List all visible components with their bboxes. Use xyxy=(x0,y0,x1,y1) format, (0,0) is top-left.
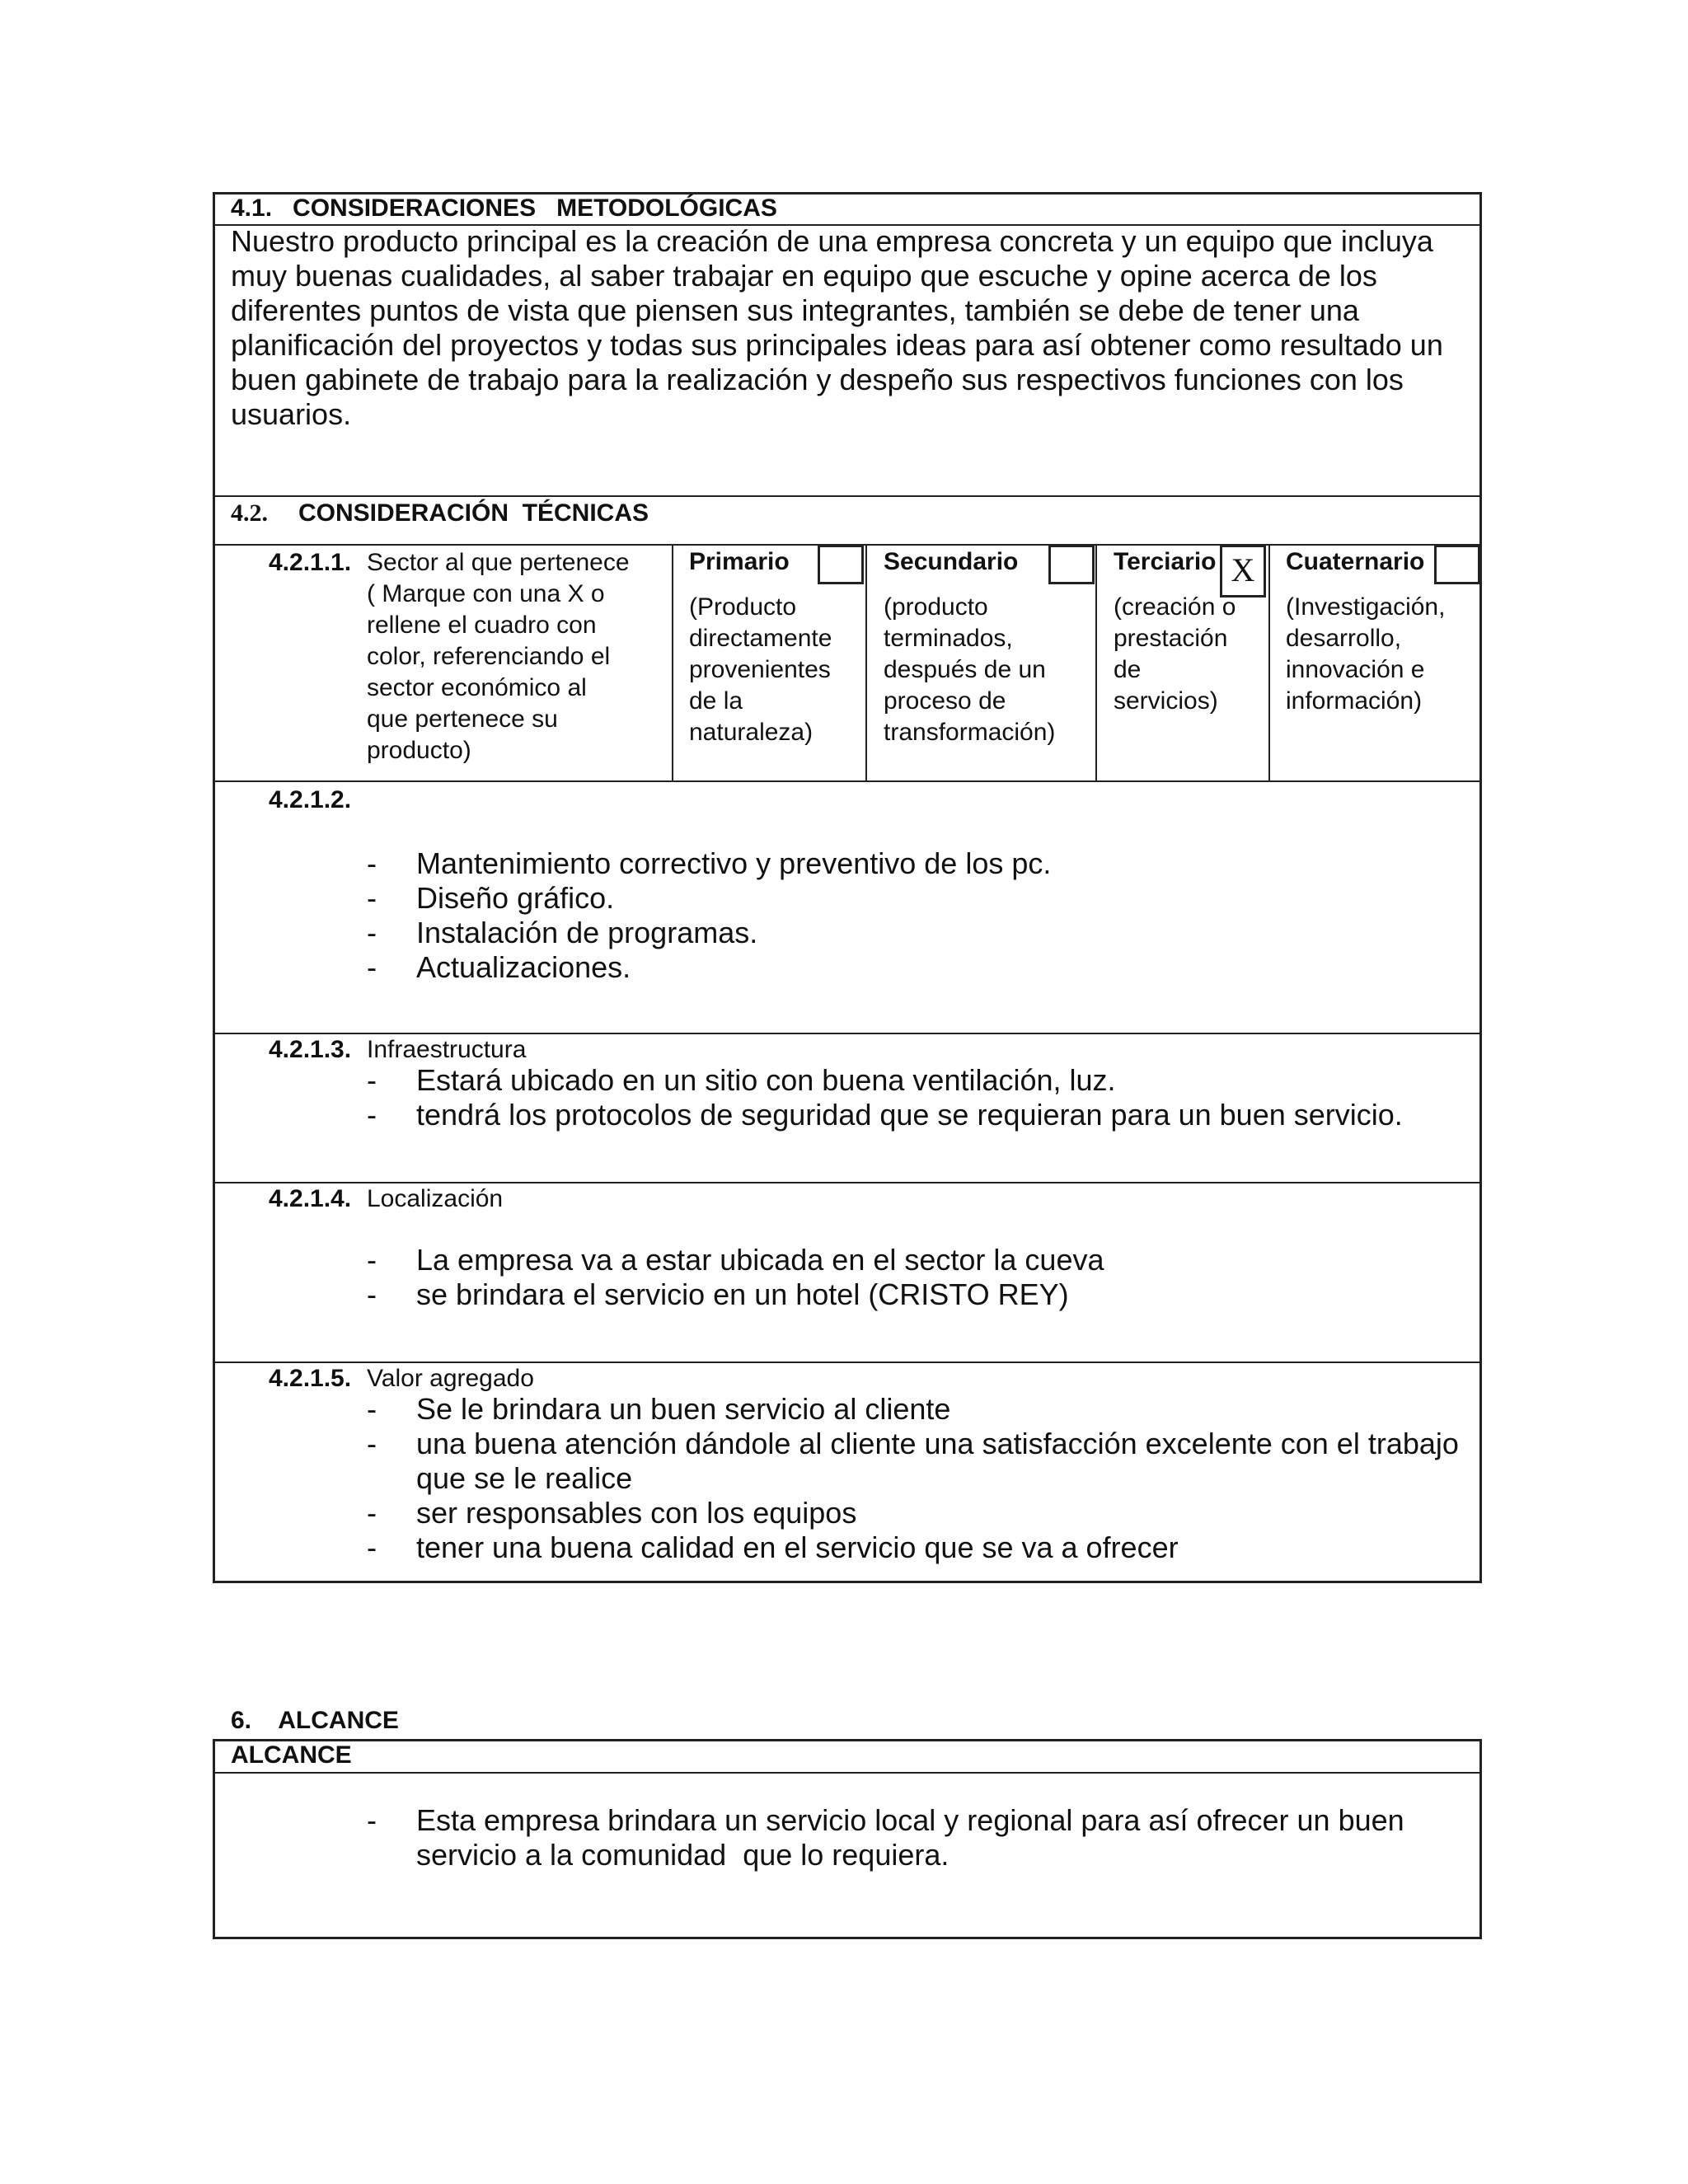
section-title-valor-agregado: Valor agregado xyxy=(367,1365,534,1392)
dash: - xyxy=(367,916,377,949)
option-desc-secundario xyxy=(884,592,1055,748)
list-item-text: Estará ubicado en un sitio con buena ventilación, luz. xyxy=(416,1063,1116,1097)
description-line: Sector al que pertenece xyxy=(367,549,630,576)
list-item-text: tendrá los protocolos de seguridad que se requieran para un buen servicio. xyxy=(416,1098,1403,1132)
divider xyxy=(865,544,867,780)
list-item-continuation xyxy=(367,1838,1463,1872)
section-number-4-2: 4.2. xyxy=(231,499,268,527)
divider xyxy=(213,780,1482,782)
paragraph-line: planificación del proyectos y todas sus principales ideas para así obtener como resultado un xyxy=(231,328,1443,362)
desc-line: directamente xyxy=(689,625,832,652)
description-line: que pertenece su xyxy=(367,705,558,733)
paragraph-line: diferentes puntos de vista que piensen sus integrantes, también se debe de tener una xyxy=(231,293,1359,327)
list-item xyxy=(367,846,1463,881)
list-item-text: Diseño gráfico. xyxy=(416,881,615,915)
scope-list xyxy=(367,1803,1463,1872)
option-desc-terciario xyxy=(1114,592,1236,717)
description-line: rellene el cuadro con xyxy=(367,612,597,639)
checkbox-cuaternario[interactable] xyxy=(1434,545,1480,584)
section-heading-6: 6. ALCANCE xyxy=(231,1707,399,1734)
list-item xyxy=(367,1427,1471,1461)
option-label-primario: Primario xyxy=(689,548,790,575)
list-item-text: ser responsables con los equipos xyxy=(416,1496,857,1530)
divider xyxy=(1268,544,1270,780)
divider xyxy=(1095,544,1097,780)
desc-line: prestación xyxy=(1114,625,1228,652)
paragraph-line: Nuestro producto principal es la creación de una empresa concreta y un equipo que incluya xyxy=(231,224,1433,258)
checkbox-secundario[interactable] xyxy=(1048,545,1095,584)
services-list xyxy=(367,846,1463,985)
sector-description xyxy=(367,547,630,766)
desc-line: transformación) xyxy=(884,719,1056,746)
section-title-4-2: CONSIDERACIÓN TÉCNICAS xyxy=(298,499,649,527)
list-item-text: La empresa va a estar ubicada en el sector la cueva xyxy=(416,1243,1104,1277)
dash: - xyxy=(367,1530,377,1564)
dash: - xyxy=(367,881,377,915)
list-item-text: Actualizaciones. xyxy=(416,950,631,984)
section-title-4-1: 4.1. CONSIDERACIONES METODOLÓGICAS xyxy=(231,194,777,222)
list-item xyxy=(367,916,1463,950)
option-label-cuaternario: Cuaternario xyxy=(1286,548,1425,575)
desc-line: servicios) xyxy=(1114,687,1218,715)
dash: - xyxy=(367,950,377,984)
dash: - xyxy=(367,1427,377,1460)
desc-line: innovación e xyxy=(1286,656,1425,683)
dash: - xyxy=(367,1392,377,1426)
list-item-text: Esta empresa brindara un servicio local y regional para así ofrecer un buen xyxy=(416,1803,1404,1837)
desc-line: de xyxy=(1114,656,1142,683)
description-line: ( Marque con una X o xyxy=(367,580,605,607)
desc-line: (creación o xyxy=(1114,593,1236,621)
description-line: sector económico al xyxy=(367,674,587,701)
desc-line: (producto xyxy=(884,593,988,621)
scope-table-header: ALCANCE xyxy=(231,1741,352,1769)
methodology-paragraph xyxy=(231,224,1467,432)
desc-line: terminados, xyxy=(884,625,1013,652)
list-item-text: servicio a la comunidad que lo requiera. xyxy=(416,1838,950,1872)
paragraph-line: usuarios. xyxy=(231,397,352,431)
dash: - xyxy=(367,1803,377,1837)
desc-line: desarrollo, xyxy=(1286,625,1402,652)
list-item xyxy=(367,1098,1463,1132)
section-number-4-2-1-4: 4.2.1.4. xyxy=(269,1185,352,1212)
option-desc-primario xyxy=(689,592,832,748)
list-item xyxy=(367,1530,1471,1565)
description-line: producto) xyxy=(367,737,471,764)
list-item-text: tener una buena calidad en el servicio que se va a ofrecer xyxy=(416,1530,1179,1564)
desc-line: proceso de xyxy=(884,687,1006,715)
paragraph-line: muy buenas cualidades, al saber trabajar en equipo que escuche y opine acerca de los xyxy=(231,259,1377,293)
list-item-text: Mantenimiento correctivo y preventivo de los pc. xyxy=(416,846,1052,880)
dash: - xyxy=(367,1277,377,1311)
value-added-list xyxy=(367,1392,1471,1565)
list-item-text: que se le realice xyxy=(416,1461,633,1495)
section-number-4-2-1-1: 4.2.1.1. xyxy=(269,549,352,576)
dash: - xyxy=(367,1063,377,1097)
x-mark: X xyxy=(1231,551,1255,588)
section-number-4-2-1-3: 4.2.1.3. xyxy=(269,1036,352,1063)
desc-line: naturaleza) xyxy=(689,719,814,746)
section-title-localizacion: Localización xyxy=(367,1185,504,1212)
list-item xyxy=(367,1803,1463,1838)
list-item xyxy=(367,950,1463,985)
section-number-4-2-1-2: 4.2.1.2. xyxy=(269,786,352,813)
list-item xyxy=(367,1496,1471,1530)
checkbox-primario[interactable] xyxy=(818,545,864,584)
list-item xyxy=(367,881,1463,916)
divider xyxy=(672,544,673,780)
section-title-infraestructura: Infraestructura xyxy=(367,1036,527,1063)
checkbox-terciario[interactable] xyxy=(1220,545,1266,598)
dash: - xyxy=(367,1496,377,1530)
list-item-text: Se le brindara un buen servicio al cliente xyxy=(416,1392,951,1426)
option-desc-cuaternario xyxy=(1286,592,1445,717)
dash: - xyxy=(367,1243,377,1277)
list-item xyxy=(367,1063,1463,1098)
location-list xyxy=(367,1243,1463,1312)
list-item xyxy=(367,1392,1471,1427)
infrastructure-list xyxy=(367,1063,1463,1132)
desc-line: información) xyxy=(1286,687,1423,715)
dash: - xyxy=(367,846,377,880)
list-item-text: una buena atención dándole al cliente una satisfacción excelente con el trabajo xyxy=(416,1427,1459,1460)
option-label-secundario: Secundario xyxy=(884,548,1019,575)
description-line: color, referenciando el xyxy=(367,643,611,670)
list-item xyxy=(367,1277,1463,1312)
desc-line: de la xyxy=(689,687,743,715)
list-item-text: se brindara el servicio en un hotel (CRISTO REY) xyxy=(416,1277,1069,1311)
paragraph-line: buen gabinete de trabajo para la realización y despeño sus respectivos funciones con los xyxy=(231,363,1404,396)
list-item-text: Instalación de programas. xyxy=(416,916,758,949)
option-label-terciario: Terciario xyxy=(1114,548,1217,575)
desc-line: después de un xyxy=(884,656,1046,683)
divider xyxy=(213,1772,1482,1774)
desc-line: (Investigación, xyxy=(1286,593,1446,621)
divider xyxy=(213,495,1482,497)
section-number-4-2-1-5: 4.2.1.5. xyxy=(269,1365,352,1392)
desc-line: (Producto xyxy=(689,593,797,621)
dash: - xyxy=(367,1098,377,1132)
list-item-continuation xyxy=(367,1461,1471,1496)
list-item xyxy=(367,1243,1463,1277)
desc-line: provenientes xyxy=(689,656,831,683)
